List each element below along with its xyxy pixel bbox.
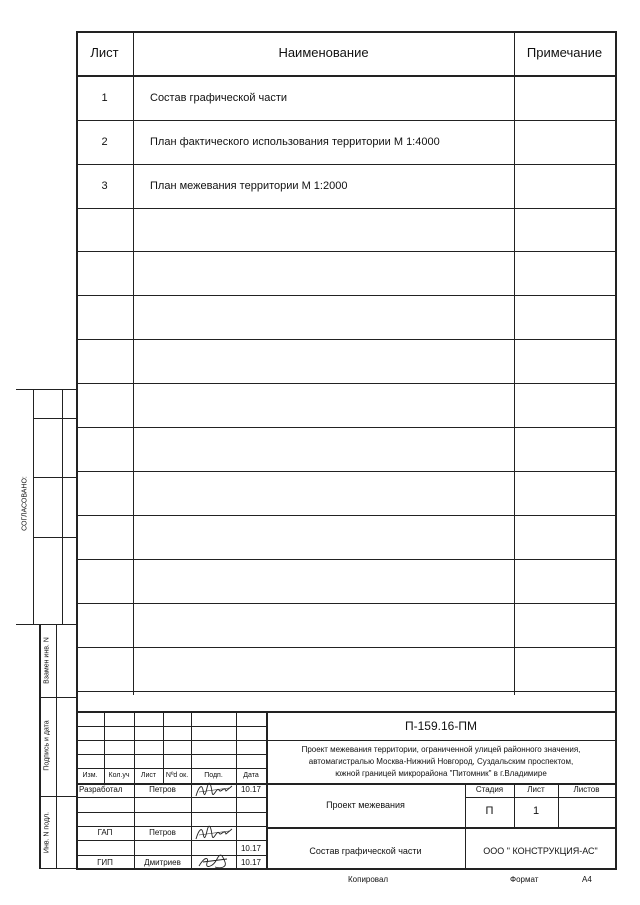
name-gap: Петров (149, 828, 176, 837)
company-name: ООО " КОНСТРУКЦИЯ-АС" (483, 846, 598, 856)
stamp-mid-line (56, 624, 57, 869)
signature-developer (193, 782, 235, 800)
signature-gip (195, 853, 233, 871)
replace-inv-label: Взамен инв. N (43, 637, 51, 684)
stage-divider (465, 783, 466, 869)
row-1-name: Состав графической части (150, 92, 288, 104)
name-gip: Дмитриев (144, 858, 181, 867)
frame-right-line (615, 31, 617, 869)
title-block-line (266, 740, 616, 741)
col-header-ndok: Nºd ок. (165, 772, 189, 779)
stage-header-sheets: Листов (573, 785, 600, 794)
date-developer: 10.17 (240, 785, 262, 794)
stage-value-stage: П (485, 805, 494, 817)
frame-bottom-line (76, 868, 617, 870)
agreed-line (33, 418, 76, 419)
table-row-line (76, 339, 616, 340)
table-header-bottom-line (76, 75, 616, 77)
col-header-kol: Кол.уч (108, 772, 130, 779)
name-developer: Петров (149, 785, 176, 794)
role-gip: ГИП (97, 858, 113, 867)
footer-copied: Копировал (348, 875, 389, 884)
agreed-line (33, 477, 76, 478)
table-row-line (76, 427, 616, 428)
table-row-line (76, 383, 616, 384)
title-block-line (266, 783, 616, 785)
table-row-line (76, 295, 616, 296)
agreed-line (33, 537, 76, 538)
project-title-line-3: южной границей микрорайона "Питомник" в г.Владимире (335, 769, 547, 778)
table-row-line (76, 164, 616, 165)
stamp-line (39, 868, 76, 869)
grid-line (76, 826, 266, 827)
project-title-line-1: Проект межевания территории, ограниченной улицей районного значения, (301, 745, 581, 754)
agreed-line (16, 389, 76, 390)
col-header-podp: Подп. (204, 772, 223, 779)
title-block-line (465, 797, 616, 798)
role-developer: Разработал (79, 785, 123, 794)
date-gip: 10.17 (240, 858, 262, 867)
table-row-line (76, 120, 616, 121)
grid-line (76, 840, 266, 841)
stamp-line (39, 697, 76, 698)
grid-line (76, 855, 266, 856)
table-row-line (76, 647, 616, 648)
role-gap: ГАП (97, 828, 113, 837)
row-2-name: План фактического использования территории М 1:4000 (150, 136, 440, 148)
agreed-left-line (33, 389, 34, 625)
stamp-left-line (39, 624, 41, 869)
table-row-line (76, 691, 616, 692)
agreed-mid-line (62, 389, 63, 625)
row-3-name: План межевания территории М 1:2000 (150, 180, 348, 192)
col-header-list: Лист (140, 772, 157, 779)
col-header-data: Дата (243, 772, 259, 779)
date-extra: 10.17 (240, 844, 262, 853)
header-sheet: Лист (90, 45, 119, 60)
grid-line (76, 797, 266, 798)
row-2-num: 2 (101, 136, 108, 148)
title-block-line (266, 827, 616, 829)
grid-col (191, 711, 192, 869)
sheet-title: Состав графической части (309, 846, 422, 856)
table-row-line (76, 515, 616, 516)
title-block-top-line (76, 711, 616, 713)
header-name: Наименование (278, 45, 369, 60)
header-note: Примечание (526, 45, 603, 60)
doc-code: П-159.16-ПМ (405, 719, 477, 733)
table-col-divider-1 (133, 31, 134, 695)
row-3-num: 3 (101, 180, 108, 192)
project-title-line-2: автомагистралью Москва-Нижний Новгород, Суздальским проспектом, (308, 757, 574, 766)
row-1-num: 1 (101, 92, 108, 104)
footer-format-value: A4 (582, 875, 592, 884)
agreed-label: СОГЛАСОВАНО: (21, 476, 29, 531)
project-name: Проект межевания (326, 800, 405, 810)
col-header-izm: Изм. (82, 772, 98, 779)
footer-format: Формат (510, 875, 539, 884)
frame-left-line (76, 31, 78, 869)
table-row-line (76, 471, 616, 472)
frame-top-line (76, 31, 617, 33)
signature-gap (193, 825, 235, 843)
table-row-line (76, 208, 616, 209)
table-row-line (76, 603, 616, 604)
table-col-divider-2 (514, 31, 515, 695)
inv-orig-label: Инв. N подл. (43, 811, 51, 854)
stage-value-sheet: 1 (532, 805, 540, 817)
stage-header-sheet: Лист (527, 785, 545, 794)
grid-line (76, 812, 266, 813)
sign-date-label: Подпись и дата (43, 720, 51, 771)
table-row-line (76, 559, 616, 560)
grid-col (266, 711, 268, 869)
stage-header-stage: Стадия (475, 785, 504, 794)
table-row-line (76, 251, 616, 252)
